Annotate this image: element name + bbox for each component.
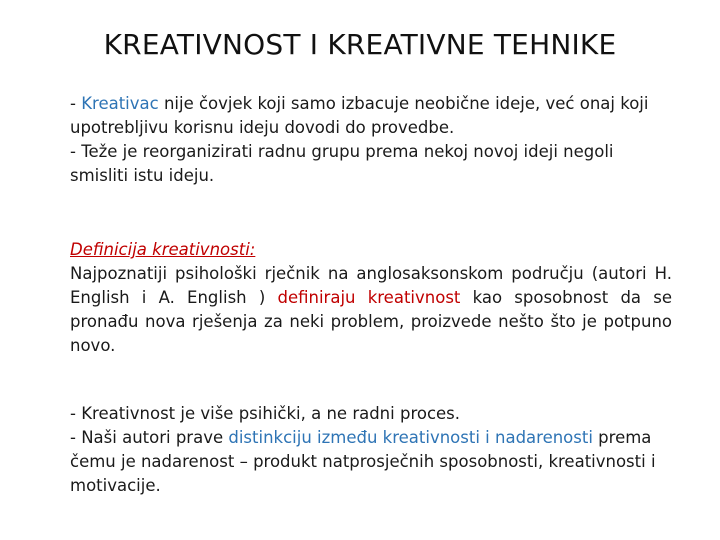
paragraph-text: nije čovjek koji samo izbacuje neobične ideje, već onaj koji upotrebljivu korisnu ideju dovodi do provedbe. (70, 94, 649, 137)
highlight-definiraju: definiraju kreativnost (277, 288, 461, 307)
highlight-distinction: distinkciju između kreativnosti i nadarenosti (228, 428, 593, 447)
highlight-kreativac: Kreativac (81, 94, 159, 113)
closing-block (70, 402, 672, 498)
intro-block (70, 92, 672, 188)
definition-text (70, 262, 672, 358)
distinction-before: - Naši autori prave (70, 428, 229, 447)
dash: - (70, 94, 82, 113)
paragraph-distinction (70, 426, 672, 498)
paragraph-reorganization: - Teže je reorganizirati radnu grupu prema nekoj novoj ideji negoli smisliti istu ideju. (70, 142, 614, 185)
definition-text-before: Najpoznatiji psihološki rječnik na anglosaksonskom području (autori H. English i A. English ) (70, 264, 672, 307)
definition-block (70, 238, 672, 358)
page-title: KREATIVNOST I KREATIVNE TEHNIKE (103, 28, 617, 61)
paragraph-kreativac (70, 92, 672, 140)
definition-text-after: kao sposobnost da se pronađu nova rješenja za neki problem, proizvede nešto što je potpuno novo. (70, 288, 672, 355)
paragraph-psychic-process: - Kreativnost je više psihički, a ne radni proces. (70, 404, 461, 423)
definition-heading: Definicija kreativnosti: (70, 240, 256, 259)
distinction-after: prema čemu je nadarenost – produkt natprosječnih sposobnosti, kreativnosti i motivacije. (70, 428, 656, 495)
